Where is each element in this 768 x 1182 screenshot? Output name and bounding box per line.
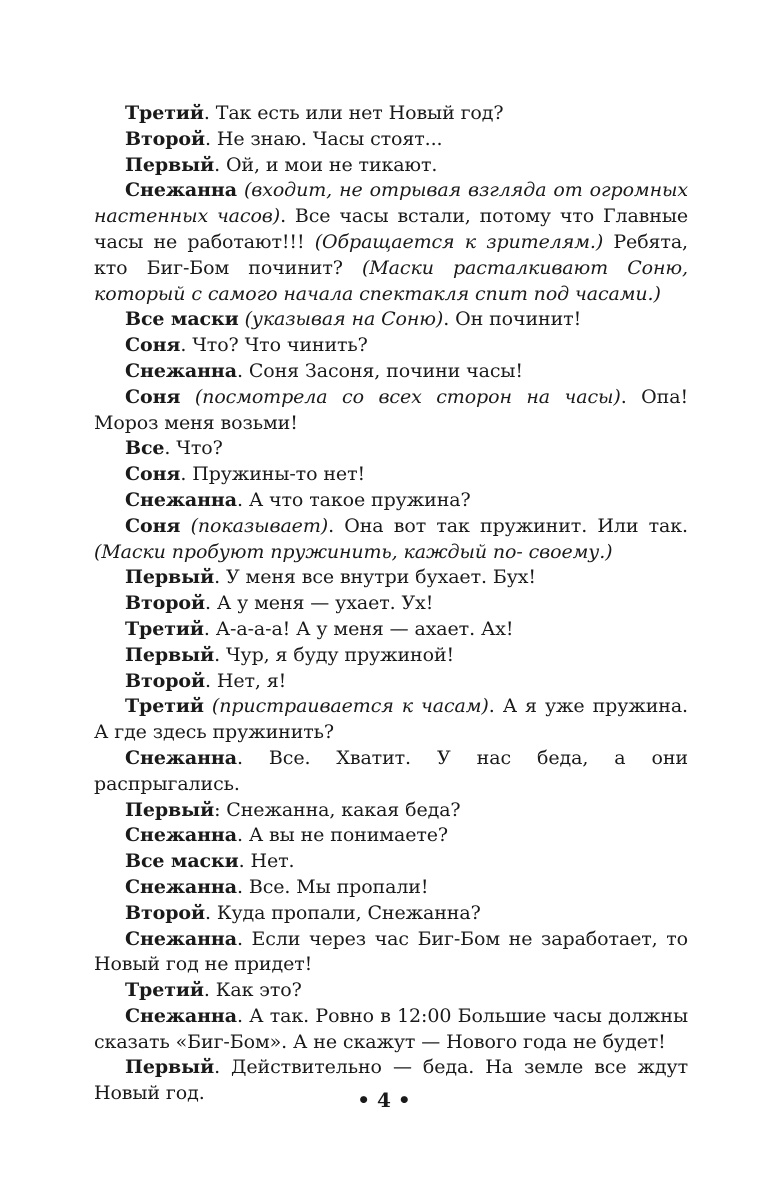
- script-line: Второй. А у меня — ухает. Ух!: [125, 592, 434, 615]
- script-line: Первый. Чур, я буду пружиной!: [125, 643, 455, 666]
- script-line: Второй. Не знаю. Часы стоят...: [125, 127, 443, 150]
- script-line: Все маски. Нет.: [125, 850, 295, 873]
- script-line: Соня. Пружины-то нет!: [125, 463, 366, 486]
- script-line: Первый. У меня все внутри бухает. Бух!: [125, 566, 536, 589]
- script-line: Первый. Действительно — беда. На земле все ждут Новый год.: [94, 1056, 688, 1105]
- script-line: Снежанна. А что такое пружина?: [125, 488, 471, 511]
- script-line: Снежанна. Все. Мы пропали!: [125, 875, 429, 898]
- script-line: Снежанна. Соня Засоня, почини часы!: [125, 359, 523, 382]
- script-line: Третий. Как это?: [125, 979, 302, 1002]
- script-line: Второй. Нет, я!: [125, 669, 287, 692]
- script-line: Первый: Снежанна, какая беда?: [125, 798, 461, 821]
- script-line: Снежанна. Все. Хватит. У нас беда, а они распрыгались.: [94, 746, 688, 795]
- script-line: Снежанна. А так. Ровно в 12:00 Большие часы должны сказать «Биг-Бом». А не скажут — Нового года не будет!: [94, 1004, 688, 1053]
- script-line: Соня. Что? Что чинить?: [125, 334, 368, 357]
- script-line: Третий. А-а-а-а! А у меня — ахает. Ах!: [125, 617, 514, 640]
- script-line: Снежанна. Если через час Биг-Бом не заработает, то Новый год не придет!: [94, 927, 688, 976]
- script-line: Все. Что?: [125, 437, 223, 460]
- script-line: Третий. Так есть или нет Новый год?: [125, 102, 504, 124]
- script-line: Снежанна (входит, не отрывая взгляда от огромных настенных часов). Все часы встали, потому что Главные часы не работают!!! (Обращается к зрителям.) Ребята, кто Биг-Бом починит? (Маски расталкивают Соню, который с самого начала спектакля спит под часами.): [94, 179, 688, 305]
- page-number: • 4 •: [357, 1088, 411, 1112]
- script-line: Снежанна. А вы не понимаете?: [125, 824, 448, 847]
- script-line: Второй. Куда пропали, Снежанна?: [125, 901, 481, 924]
- script-line: Соня (показывает). Она вот так пружинит. Или так. (Маски пробуют пружинить, каждый по- своему.): [94, 514, 688, 563]
- script-line: Соня (посмотрела со всех сторон на часы). Опа! Мороз меня возьми!: [94, 385, 688, 434]
- script-line: Все маски (указывая на Соню). Он починит!: [125, 308, 582, 331]
- script-line: Первый. Ой, и мои не тикают.: [125, 153, 438, 176]
- script-line: Третий (пристраивается к часам). А я уже пружина. А где здесь пружинить?: [94, 695, 688, 744]
- page-body: [94, 101, 688, 1107]
